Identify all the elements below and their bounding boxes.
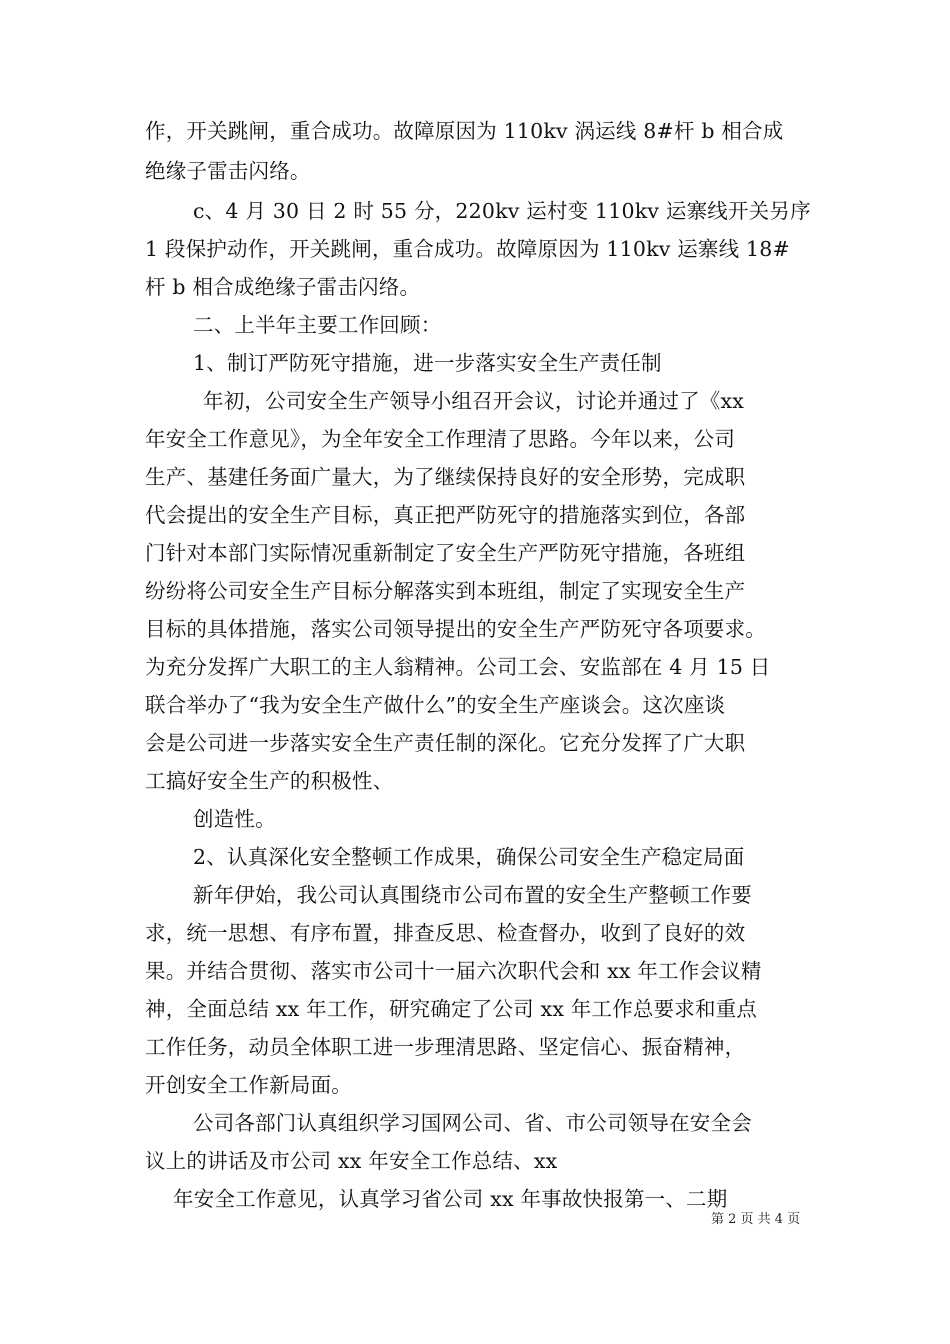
text-line: 开创安全工作新局面。 bbox=[145, 1073, 352, 1097]
text-line: 杆 b 相合成绝缘子雷击闪络。 bbox=[145, 275, 421, 299]
text-line: c、4 月 30 日 2 时 55 分，220kv 运村变 110kv 运寨线开关另序 bbox=[193, 199, 811, 223]
text-line: 年安全工作意见，认真学习省公司 xx 年事故快报第一、二期 bbox=[173, 1187, 728, 1211]
subsection-heading: 2、认真深化安全整顿工作成果，确保公司安全生产稳定局面 bbox=[193, 845, 745, 869]
text-line: 纷纷将公司安全生产目标分解落实到本班组，制定了实现安全生产 bbox=[145, 579, 746, 603]
text-line: 作，开关跳闸，重合成功。故障原因为 110kv 涡运线 8#杆 b 相合成 bbox=[145, 119, 784, 143]
text-line: 代会提出的安全生产目标，真正把严防死守的措施落实到位，各部 bbox=[145, 503, 746, 527]
text-line: 会是公司进一步落实安全生产责任制的深化。它充分发挥了广大职 bbox=[145, 731, 746, 755]
text-line: 生产、基建任务面广量大，为了继续保持良好的安全形势，完成职 bbox=[145, 465, 746, 489]
text-line: 门针对本部门实际情况重新制定了安全生产严防死守措施，各班组 bbox=[145, 541, 746, 565]
text-line: 创造性。 bbox=[193, 807, 276, 831]
text-line: 1 段保护动作，开关跳闸，重合成功。故障原因为 110kv 运寨线 18# bbox=[145, 237, 790, 261]
text-line: 公司各部门认真组织学习国网公司、省、市公司领导在安全会 bbox=[193, 1111, 752, 1135]
section-heading: 二、上半年主要工作回顾： bbox=[193, 313, 442, 337]
text-line: 新年伊始，我公司认真围绕市公司布置的安全生产整顿工作要 bbox=[193, 883, 752, 907]
text-line: 目标的具体措施，落实公司领导提出的安全生产严防死守各项要求。 bbox=[145, 617, 766, 641]
text-line: 工作任务，动员全体职工进一步理清思路、坚定信心、振奋精神， bbox=[145, 1035, 746, 1059]
text-line: 神，全面总结 xx 年工作，研究确定了公司 xx 年工作总要求和重点 bbox=[145, 997, 758, 1021]
text-line: 求，统一思想、有序布置，排查反思、检查督办，收到了良好的效 bbox=[145, 921, 746, 945]
text-line: 联合举办了“我为安全生产做什么”的安全生产座谈会。这次座谈 bbox=[145, 693, 726, 717]
text-line: 年安全工作意见》，为全年安全工作理清了思路。今年以来，公司 bbox=[145, 427, 736, 451]
text-line: 果。并结合贯彻、落实市公司十一届六次职代会和 xx 年工作会议精 bbox=[145, 959, 762, 983]
subsection-heading: 1、制订严防死守措施，进一步落实安全生产责任制 bbox=[193, 351, 662, 375]
text-line: 年初，公司安全生产领导小组召开会议，讨论并通过了《xx bbox=[203, 389, 745, 413]
text-line: 工搞好安全生产的积极性、 bbox=[145, 769, 394, 793]
text-line: 绝缘子雷击闪络。 bbox=[145, 159, 311, 183]
text-line: 议上的讲话及市公司 xx 年安全工作总结、xx bbox=[145, 1149, 558, 1173]
text-line: 为充分发挥广大职工的主人翁精神。公司工会、安监部在 4 月 15 日 bbox=[145, 655, 771, 679]
page-number-footer: 第 2 页 共 4 页 bbox=[711, 1212, 801, 1227]
